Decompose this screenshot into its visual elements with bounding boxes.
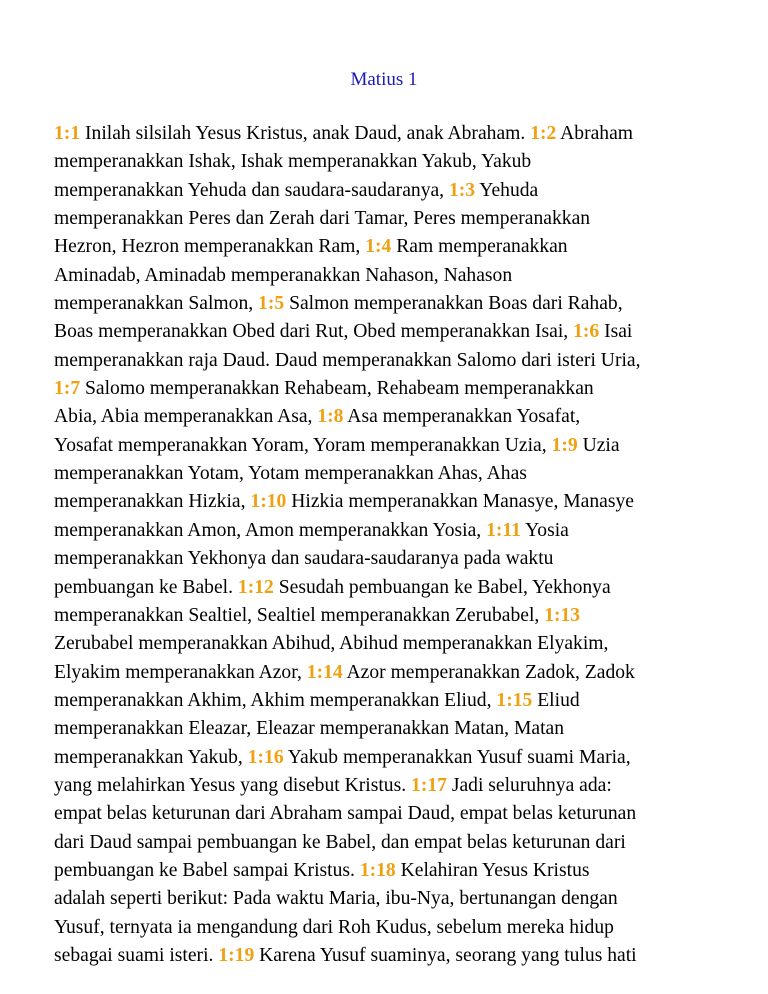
verse-text: memperanakkan Yekhonya dan saudara-saudaranya pada waktu <box>54 548 554 570</box>
verse-text: yang melahirkan Yesus yang disebut Kristus. <box>54 774 412 796</box>
verse-text: Sesudah pembuangan ke Babel, Yekhonya <box>273 576 611 598</box>
verse-text: adalah seperti berikut: Pada waktu Maria, ibu-Nya, bertunangan dengan <box>54 888 618 910</box>
verse-text: Zerubabel memperanakkan Abihud, Abihud memperanakkan Elyakim, <box>54 633 609 655</box>
verse-text: Karena Yusuf suaminya, seorang yang tulus hati <box>254 944 637 966</box>
verse-text: Aminadab, Aminadab memperanakkan Nahason, Nahason <box>54 264 513 286</box>
chapter-title: Matius 1 <box>350 69 418 90</box>
verse-number: 1:11 <box>486 519 521 541</box>
verse-text: Elyakim memperanakkan Azor, <box>54 661 307 683</box>
text-line <box>54 914 718 942</box>
verse-number: 1:18 <box>359 859 396 881</box>
verse-text: Isai <box>599 321 633 343</box>
verse-number: 1:6 <box>573 321 600 343</box>
chapter-body-text <box>54 120 718 970</box>
text-line <box>54 318 718 346</box>
verse-text: dari Daud sampai pembuangan ke Babel, dan empat belas keturunan dari <box>54 831 626 853</box>
verse-text: memperanakkan Sealtiel, Sealtiel memperanakkan Zerubabel, <box>54 604 545 626</box>
text-line <box>54 630 718 658</box>
verse-text: memperanakkan raja Daud. Daud memperanakkan Salomo dari isteri Uria, <box>54 349 641 371</box>
verse-number: 1:14 <box>306 661 343 683</box>
text-line <box>54 800 718 828</box>
verse-number: 1:9 <box>551 434 578 456</box>
text-line <box>54 574 718 602</box>
verse-text: Kelahiran Yesus Kristus <box>395 859 590 881</box>
verse-text: empat belas keturunan dari Abraham sampai Daud, empat belas keturunan <box>54 803 637 825</box>
text-line <box>54 290 718 318</box>
text-line <box>54 744 718 772</box>
verse-text: Boas memperanakkan Obed dari Rut, Obed memperanakkan Isai, <box>54 321 574 343</box>
verse-number: 1:3 <box>448 179 476 201</box>
verse-number: 1:16 <box>247 746 284 768</box>
text-line <box>54 545 718 573</box>
verse-number: 1:10 <box>250 491 287 513</box>
verse-text: memperanakkan Hizkia, <box>54 491 251 513</box>
text-line <box>54 829 718 857</box>
verse-text: memperanakkan Eleazar, Eleazar memperanakkan Matan, Matan <box>54 718 565 740</box>
verse-text: memperanakkan Akhim, Akhim memperanakkan Eliud, <box>54 689 497 711</box>
verse-text: memperanakkan Yehuda dan saudara-saudaranya, <box>54 179 449 201</box>
verse-number: 1:17 <box>411 774 447 796</box>
verse-text: Yehuda <box>475 179 539 201</box>
text-line <box>54 177 718 205</box>
text-line <box>54 659 718 687</box>
text-line <box>54 403 718 431</box>
verse-number: 1:8 <box>317 406 344 428</box>
verse-text: Asa memperanakkan Yosafat, <box>343 406 581 428</box>
verse-number: 1:4 <box>365 236 392 258</box>
verse-text: memperanakkan Yakub, <box>54 746 248 768</box>
text-line <box>54 148 718 176</box>
verse-text: Ram memperanakkan <box>391 236 568 258</box>
text-line <box>54 517 718 545</box>
verse-text: Yosia <box>520 519 569 541</box>
verse-text: Abraham <box>556 123 634 144</box>
verse-number: 1:12 <box>237 576 274 598</box>
text-line <box>54 347 718 375</box>
verse-text: Azor memperanakkan Zadok, Zadok <box>342 661 635 683</box>
text-line <box>54 687 718 715</box>
verse-text: Uzia <box>577 434 620 456</box>
text-line <box>54 715 718 743</box>
verse-text: Abia, Abia memperanakkan Asa, <box>54 406 318 428</box>
verse-text: Yusuf, ternyata ia mengandung dari Roh Kudus, sebelum mereka hidup <box>54 916 614 938</box>
verse-text: Yosafat memperanakkan Yoram, Yoram memperanakkan Uzia, <box>54 434 552 456</box>
verse-text: Hezron, Hezron memperanakkan Ram, <box>54 236 366 258</box>
text-line <box>54 205 718 233</box>
text-line <box>54 772 718 800</box>
verse-number: 1:15 <box>496 689 533 711</box>
verse-text: Eliud <box>532 689 580 711</box>
verse-text: memperanakkan Ishak, Ishak memperanakkan Yakub, Yakub <box>54 151 532 173</box>
text-line <box>54 375 718 403</box>
text-line <box>54 233 718 261</box>
text-line <box>54 602 718 630</box>
verse-text: Yakub memperanakkan Yusuf suami Maria, <box>283 746 631 768</box>
verse-text: memperanakkan Amon, Amon memperanakkan Yosia, <box>54 519 487 541</box>
verse-number: 1:1 <box>54 123 81 144</box>
text-line <box>54 942 718 970</box>
verse-text: Hizkia memperanakkan Manasye, Manasye <box>286 491 634 513</box>
verse-text: memperanakkan Peres dan Zerah dari Tamar, Peres memperanakkan <box>54 208 591 230</box>
verse-text: memperanakkan Salmon, <box>54 293 259 315</box>
verse-text: Inilah silsilah Yesus Kristus, anak Daud, anak Abraham. <box>80 123 531 144</box>
verse-text: pembuangan ke Babel. <box>54 576 238 598</box>
verse-text: pembuangan ke Babel sampai Kristus. <box>54 859 360 881</box>
verse-number: 1:2 <box>530 123 557 144</box>
text-line <box>54 120 718 148</box>
verse-text: Salmon memperanakkan Boas dari Rahab, <box>284 293 623 315</box>
verse-number: 1:5 <box>258 293 285 315</box>
verse-number: 1:19 <box>218 944 255 966</box>
verse-text: memperanakkan Yotam, Yotam memperanakkan Ahas, Ahas <box>54 463 527 485</box>
text-line <box>54 857 718 885</box>
text-line <box>54 488 718 516</box>
text-line <box>54 460 718 488</box>
text-line <box>54 885 718 913</box>
verse-number: 1:7 <box>54 378 81 400</box>
text-line <box>54 262 718 290</box>
text-line <box>54 432 718 460</box>
verse-text: Salomo memperanakkan Rehabeam, Rehabeam memperanakkan <box>80 378 594 400</box>
verse-text: Jadi seluruhnya ada: <box>446 774 612 796</box>
verse-text: sebagai suami isteri. <box>54 944 219 966</box>
verse-number: 1:13 <box>544 604 581 626</box>
